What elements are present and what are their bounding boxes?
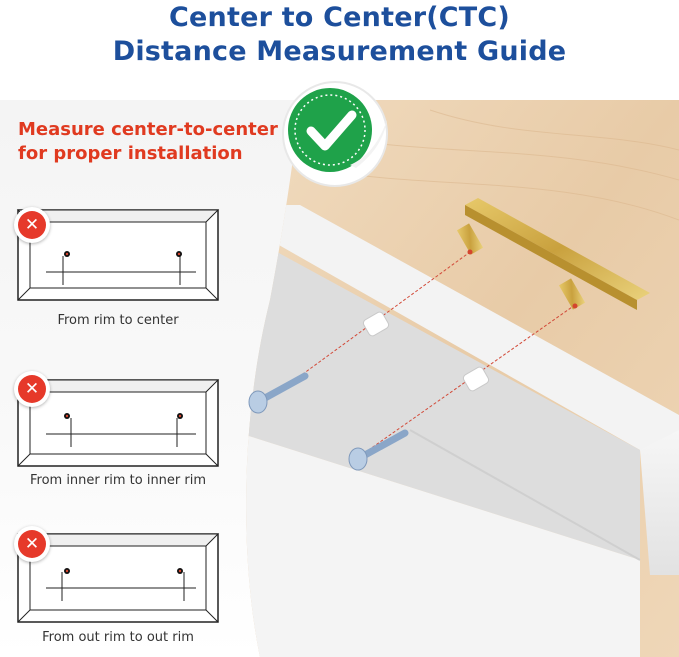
example-caption-2: From inner rim to inner rim <box>29 473 207 488</box>
instruction-line-1: Measure center-to-center <box>18 119 278 140</box>
x-mark-icon: ✕ <box>14 526 50 562</box>
title-line-2: Distance Measurement Guide <box>112 36 567 67</box>
instruction-text <box>18 118 278 166</box>
x-mark-icon: ✕ <box>14 207 50 243</box>
checkmark-icon <box>283 82 387 186</box>
example-caption-1: From rim to center <box>57 313 179 328</box>
example-caption-3: From out rim to out rim <box>42 630 194 645</box>
instruction-line-2: for proper installation <box>18 143 243 164</box>
title-line-1: Center to Center(CTC) <box>169 2 510 33</box>
x-mark-icon: ✕ <box>14 371 50 407</box>
